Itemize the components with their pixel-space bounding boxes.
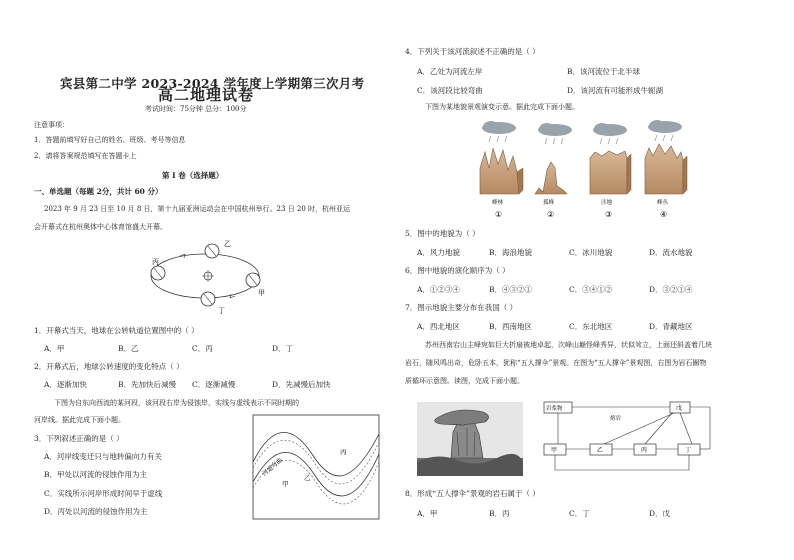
intro-2-line-1: 下图为自东向西流的某河段，该河段右岸为侵蚀岸，实线与虚线表示不同时期的 [54, 399, 299, 407]
q1-option-a[interactable]: A．甲 [44, 344, 65, 353]
notice-item-1: 1．答题前填写好自己的姓名、班级、考号等信息 [34, 136, 186, 144]
landform-label-3: 洼地 [601, 200, 613, 206]
q1-option-d[interactable]: D．丁 [272, 344, 294, 353]
landform-label-2: 孤峰 [543, 200, 555, 206]
q2-stem: 2．开幕式后，地球公转速度的变化特点（ ） [34, 362, 184, 371]
q2-option-d[interactable]: D．先减慢后加快 [272, 380, 331, 389]
q4-option-b[interactable]: B．该河流位于北半球 [567, 67, 641, 76]
isolated-peak-block [535, 162, 567, 194]
q5-option-d[interactable]: D．流水地貌 [649, 248, 693, 257]
q6-option-a[interactable]: A．①②③④ [417, 285, 460, 294]
q5-option-c[interactable]: C．冰川地貌 [569, 248, 613, 257]
cloud-icon [482, 120, 682, 136]
q3-option-b[interactable]: B．甲处以河流的侵蚀作用为主 [44, 470, 148, 479]
rock-cycle-diagram [542, 400, 768, 480]
exam-meta: 考试时间：75分钟 总分：100分 [145, 105, 247, 113]
orbit-label-bing: 丙 [152, 258, 159, 266]
q4-option-d[interactable]: D．该河流有可能形成牛轭湖 [567, 86, 664, 95]
q8-option-a[interactable]: A．甲 [417, 509, 438, 518]
intro-1-line-1: 2023 年 9 月 23 日至 10 月 8 日，第十九届亚洲运动会在中国杭州举行。23 日 20 时，杭州亚运 [44, 205, 351, 213]
exam-subtitle: 高二地理试卷 [158, 86, 255, 104]
landform-label-4: 峰丛 [657, 200, 669, 206]
orbit-label-yi: 乙 [224, 240, 231, 248]
q8-option-d[interactable]: D．戊 [649, 509, 671, 518]
q4-stem: 4．下列关于该河流叙述不正确的是（ ） [405, 47, 540, 56]
rockcycle-label-bing: 丙 [641, 447, 648, 454]
intro-3-line-1: 下图为某地貌景观演变示意。据此完成下面小题。 [425, 103, 579, 111]
landform-label-1: 峰林 [492, 200, 504, 206]
depression-block [590, 151, 627, 194]
intro-4-line-2: 岩石，随风鸣出奇，危卧五本，犹称“五人撑伞”景观。在图为“五人撑伞”景观图，右图为岩石圈物 [405, 359, 707, 367]
section-part: 一、单选题（每题 2分，共计 60 分） [34, 187, 163, 196]
q3-option-c[interactable]: C．实线所示河岸形成时间早于虚线 [44, 489, 163, 498]
q3-option-d[interactable]: D．丙处以河流的侵蚀作用为主 [44, 507, 148, 516]
exam-title: 宾县第二中学 2023-2024 学年度上学期第三次月考 [60, 76, 365, 91]
q2-option-b[interactable]: B．先加快后减慢 [118, 380, 177, 389]
peak-cluster-block [645, 144, 683, 194]
q5-option-b[interactable]: B．海浪地貌 [489, 248, 533, 257]
q6-option-c[interactable]: C．③④①② [569, 285, 613, 294]
q5-stem: 5．图中的地貌为（ ） [405, 229, 480, 238]
rockcycle-label-wu: 戊 [676, 405, 683, 412]
q8-stem: 8．形成“五人撑伞”景观的岩石属于（ ） [405, 489, 540, 498]
landform-number-3: ③ [605, 210, 613, 219]
q7-option-b[interactable]: B．西南地区 [489, 322, 533, 331]
intro-4-line-3: 质循环示意图。读图，完成下面小题。 [405, 377, 524, 385]
q1-option-c[interactable]: C．丙 [192, 344, 213, 353]
rockcycle-label-jia: 甲 [551, 447, 558, 454]
river-label-bing: 丙 [340, 448, 347, 456]
intro-2-line-2: 河岸线。据此完成下面小题。 [34, 416, 125, 424]
rockcycle-label-yi: 乙 [597, 447, 604, 454]
orbit-diagram [140, 238, 270, 316]
q2-option-c[interactable]: C．逐渐减慢 [192, 380, 236, 389]
section-title: 第 I 卷（选择题） [162, 171, 224, 180]
rockcycle-label-magma: 岩浆物 [546, 406, 563, 412]
intro-4-line-1: 苏州西南宕山主峰宛如巨大折扇被地卓起，次峰山巅怪峰秀异，状似耸立，上面还斜盖着几块 [425, 341, 712, 349]
orbit-label-ding: 丁 [218, 307, 225, 315]
q8-option-c[interactable]: C．丁 [569, 509, 590, 518]
q7-option-d[interactable]: D．青藏地区 [649, 322, 693, 331]
notice-heading: 注意事项： [34, 121, 69, 129]
q3-stem: 3．下列叙述正确的是（ ） [34, 434, 124, 443]
q4-option-a[interactable]: A．乙处为河流左岸 [417, 67, 483, 76]
q3-option-a[interactable]: A．河岸线变迁只与地转偏向力有关 [44, 452, 162, 461]
q6-option-d[interactable]: D．③②①④ [649, 285, 693, 294]
q7-option-a[interactable]: A．西北地区 [417, 322, 460, 331]
landform-number-1: ① [495, 210, 503, 219]
q1-stem: 1．开幕式当天，地球在公转轨道位置图中的（ ） [34, 326, 199, 335]
q1-option-b[interactable]: B．乙 [118, 344, 139, 353]
notice-item-2: 2．请将答案规范填写在答题卡上 [34, 152, 137, 160]
q8-option-b[interactable]: B．丙 [489, 509, 510, 518]
q6-option-b[interactable]: B．④③②① [489, 285, 533, 294]
river-label-jia: 甲 [282, 480, 289, 488]
q4-option-c[interactable]: C．该河段比较弯曲 [417, 86, 483, 95]
rockcycle-label-lava: 熔岩 [610, 416, 622, 422]
q7-stem: 7．图示地貌主要分布在我国（ ） [405, 303, 518, 312]
river-label-yi: 乙 [304, 474, 311, 482]
q2-option-a[interactable]: A．逐渐加快 [44, 380, 87, 389]
q7-option-c[interactable]: C．东北地区 [569, 322, 613, 331]
rock-formation-photo [417, 402, 523, 476]
landform-diagram [477, 118, 707, 222]
q5-option-a[interactable]: A．风力地貌 [417, 248, 460, 257]
orbit-label-jia: 甲 [258, 289, 265, 297]
landform-number-2: ② [547, 210, 555, 219]
landform-number-4: ④ [660, 210, 668, 219]
intro-1-line-2: 会开幕式在杭州奥体中心体育馆盛大开幕。 [34, 223, 167, 231]
q6-stem: 6．图中地貌的演化顺序为（ ） [405, 266, 510, 275]
river-diagram [252, 414, 380, 520]
river-label-direction: 河道弯曲 [261, 456, 284, 478]
rockcycle-label-ding: 丁 [685, 447, 692, 454]
peak-forest-block [480, 148, 519, 194]
